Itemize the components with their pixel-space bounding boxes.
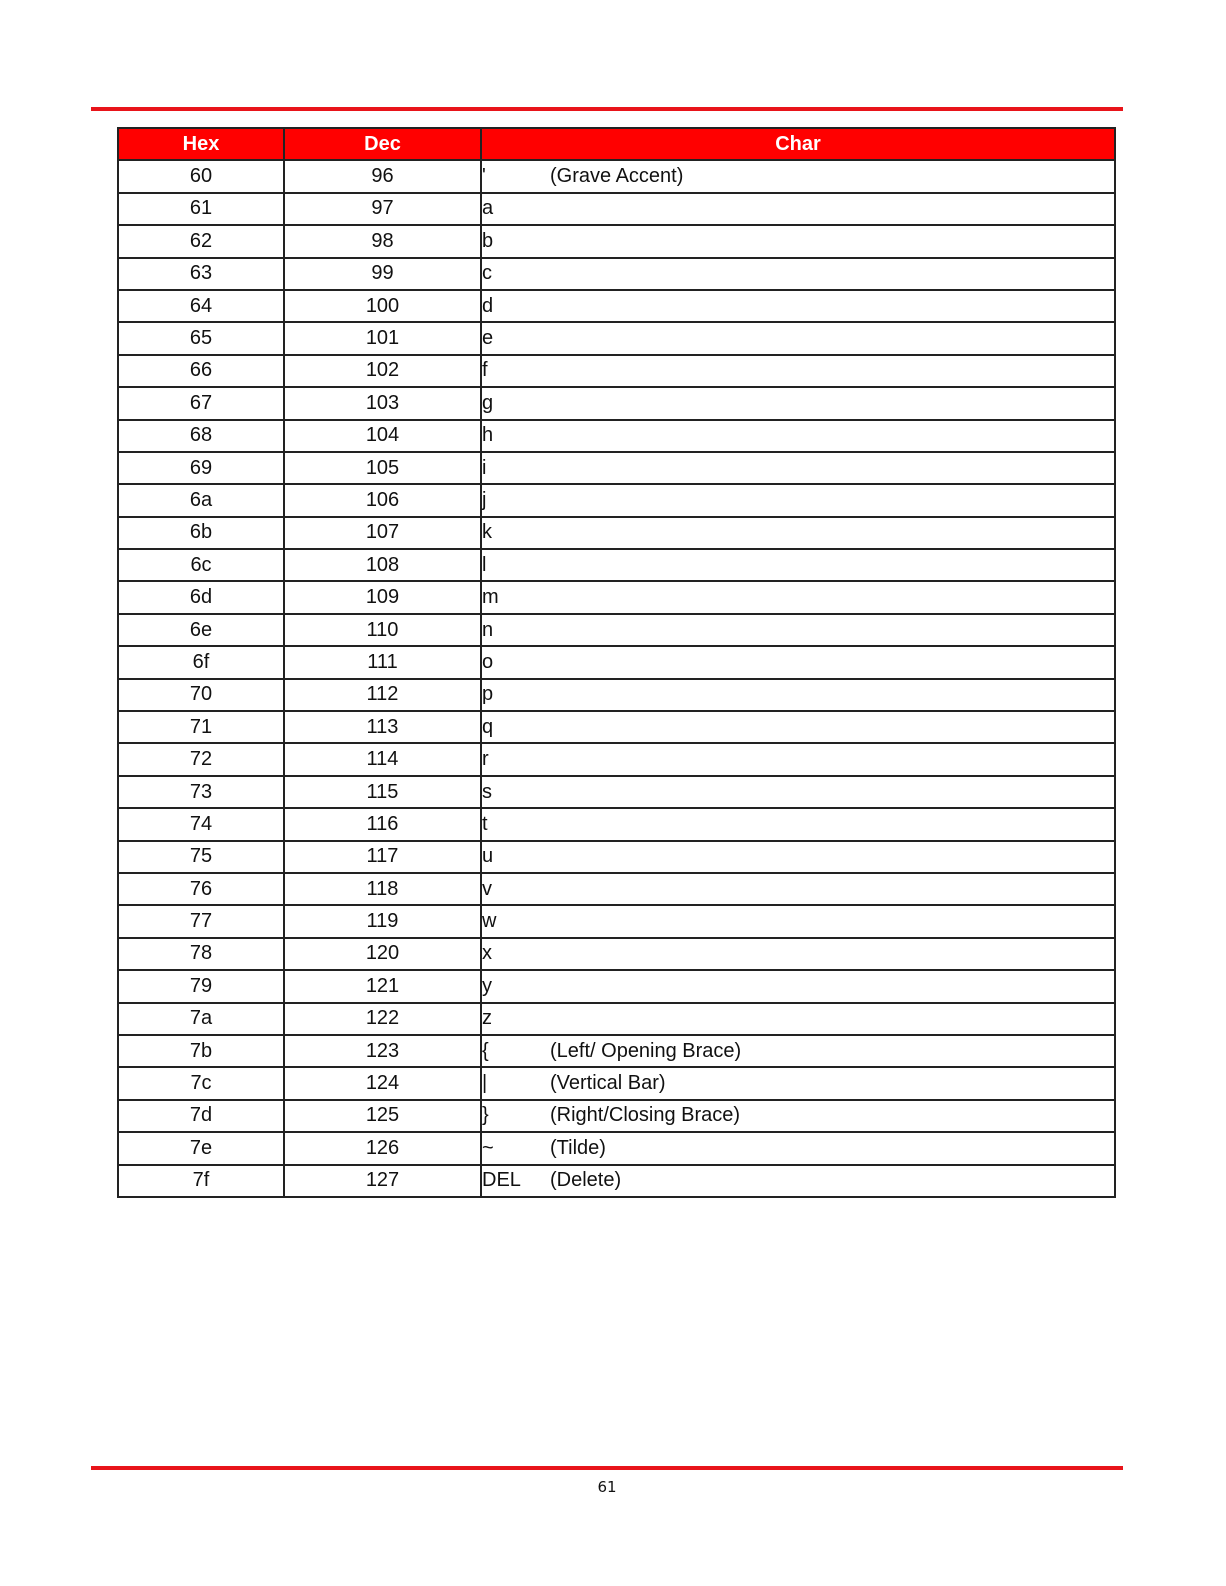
char-glyph: y	[482, 974, 492, 997]
table-row	[118, 193, 1115, 225]
char-glyph: r	[482, 748, 489, 771]
table-row	[118, 581, 1115, 613]
hex-cell: 73	[118, 776, 284, 808]
char-glyph: t	[482, 812, 488, 835]
table-row	[118, 1003, 1115, 1035]
table-row	[118, 1132, 1115, 1164]
dec-cell: 126	[284, 1132, 481, 1164]
char-glyph: h	[482, 424, 494, 447]
char-glyph: a	[482, 197, 494, 220]
dec-cell: 124	[284, 1067, 481, 1099]
table-row	[118, 452, 1115, 484]
char-cell	[481, 290, 1115, 322]
char-glyph: }	[482, 1104, 489, 1127]
dec-cell: 108	[284, 549, 481, 581]
hex-cell: 6e	[118, 614, 284, 646]
char-cell	[481, 970, 1115, 1002]
hex-cell: 76	[118, 873, 284, 905]
table-row	[118, 938, 1115, 970]
dec-cell: 116	[284, 808, 481, 840]
hex-cell: 65	[118, 322, 284, 354]
table-row	[118, 776, 1115, 808]
table-row	[118, 549, 1115, 581]
hex-cell: 78	[118, 938, 284, 970]
table-row	[118, 743, 1115, 775]
table-row	[118, 1165, 1115, 1197]
dec-cell: 123	[284, 1035, 481, 1067]
hex-cell: 63	[118, 258, 284, 290]
char-description: (Vertical Bar)	[550, 1072, 666, 1095]
dec-cell: 111	[284, 646, 481, 678]
table-row	[118, 679, 1115, 711]
char-description: (Tilde)	[550, 1136, 606, 1159]
char-cell	[481, 1132, 1115, 1164]
table-row	[118, 841, 1115, 873]
char-cell	[481, 938, 1115, 970]
char-cell	[481, 322, 1115, 354]
char-cell	[481, 1100, 1115, 1132]
char-description: (Grave Accent)	[550, 165, 684, 188]
hex-cell: 71	[118, 711, 284, 743]
char-cell	[481, 387, 1115, 419]
hex-cell: 77	[118, 905, 284, 937]
char-cell	[481, 355, 1115, 387]
char-description: (Delete)	[550, 1169, 622, 1192]
hex-cell: 6a	[118, 484, 284, 516]
table-row	[118, 711, 1115, 743]
char-glyph: ~	[482, 1136, 494, 1159]
char-cell	[481, 160, 1115, 192]
hex-cell: 7d	[118, 1100, 284, 1132]
char-cell	[481, 743, 1115, 775]
hex-cell: 64	[118, 290, 284, 322]
char-glyph: m	[482, 586, 499, 609]
table-row	[118, 484, 1115, 516]
hex-cell: 75	[118, 841, 284, 873]
dec-cell: 101	[284, 322, 481, 354]
hex-cell: 6c	[118, 549, 284, 581]
table-row	[118, 517, 1115, 549]
hex-cell: 7e	[118, 1132, 284, 1164]
ascii-table	[117, 127, 1116, 1198]
char-glyph: p	[482, 683, 494, 706]
dec-cell: 113	[284, 711, 481, 743]
dec-cell: 120	[284, 938, 481, 970]
char-glyph: DEL	[482, 1169, 521, 1192]
header-char: Char	[481, 128, 1115, 160]
char-glyph: i	[482, 456, 487, 479]
char-cell	[481, 679, 1115, 711]
dec-cell: 98	[284, 225, 481, 257]
char-cell	[481, 517, 1115, 549]
char-cell	[481, 193, 1115, 225]
char-glyph: e	[482, 327, 494, 350]
dec-cell: 102	[284, 355, 481, 387]
dec-cell: 109	[284, 581, 481, 613]
char-cell	[481, 1003, 1115, 1035]
char-cell	[481, 646, 1115, 678]
page-number: 61	[597, 1478, 617, 1496]
dec-cell: 105	[284, 452, 481, 484]
char-cell	[481, 484, 1115, 516]
hex-cell: 6b	[118, 517, 284, 549]
char-glyph: d	[482, 294, 494, 317]
table-row	[118, 355, 1115, 387]
char-glyph: n	[482, 618, 494, 641]
char-glyph: |	[482, 1072, 488, 1095]
char-glyph: l	[482, 553, 487, 576]
char-cell	[481, 420, 1115, 452]
header-dec: Dec	[284, 128, 481, 160]
char-cell	[481, 808, 1115, 840]
table-row	[118, 614, 1115, 646]
table-body	[118, 160, 1115, 1197]
hex-cell: 6d	[118, 581, 284, 613]
dec-cell: 114	[284, 743, 481, 775]
table-row	[118, 808, 1115, 840]
hex-cell: 7f	[118, 1165, 284, 1197]
dec-cell: 115	[284, 776, 481, 808]
char-glyph: q	[482, 715, 494, 738]
char-cell	[481, 549, 1115, 581]
char-glyph: u	[482, 845, 494, 868]
char-cell	[481, 873, 1115, 905]
char-glyph: {	[482, 1039, 489, 1062]
char-glyph: c	[482, 262, 492, 285]
char-cell	[481, 905, 1115, 937]
table-row	[118, 420, 1115, 452]
char-glyph: b	[482, 229, 494, 252]
char-cell	[481, 1035, 1115, 1067]
char-cell	[481, 776, 1115, 808]
hex-cell: 7c	[118, 1067, 284, 1099]
char-glyph: o	[482, 650, 494, 673]
hex-cell: 61	[118, 193, 284, 225]
char-cell	[481, 841, 1115, 873]
char-cell	[481, 225, 1115, 257]
dec-cell: 99	[284, 258, 481, 290]
table-row	[118, 387, 1115, 419]
char-glyph: w	[482, 910, 497, 933]
char-cell	[481, 258, 1115, 290]
table-row	[118, 290, 1115, 322]
char-cell	[481, 614, 1115, 646]
table-header	[118, 128, 1115, 160]
dec-cell: 118	[284, 873, 481, 905]
hex-cell: 7a	[118, 1003, 284, 1035]
hex-cell: 68	[118, 420, 284, 452]
char-cell	[481, 1165, 1115, 1197]
table-row	[118, 873, 1115, 905]
dec-cell: 96	[284, 160, 481, 192]
char-cell	[481, 711, 1115, 743]
char-cell	[481, 452, 1115, 484]
dec-cell: 122	[284, 1003, 481, 1035]
table-row	[118, 322, 1115, 354]
bottom-rule	[91, 1466, 1123, 1470]
dec-cell: 119	[284, 905, 481, 937]
char-cell	[481, 581, 1115, 613]
table-row	[118, 225, 1115, 257]
hex-cell: 74	[118, 808, 284, 840]
hex-cell: 66	[118, 355, 284, 387]
char-glyph: v	[482, 877, 492, 900]
top-rule	[91, 107, 1123, 111]
dec-cell: 106	[284, 484, 481, 516]
hex-cell: 70	[118, 679, 284, 711]
hex-cell: 62	[118, 225, 284, 257]
char-description: (Left/ Opening Brace)	[550, 1039, 742, 1062]
table-row	[118, 905, 1115, 937]
char-glyph: g	[482, 391, 494, 414]
dec-cell: 121	[284, 970, 481, 1002]
hex-cell: 72	[118, 743, 284, 775]
table-row	[118, 1067, 1115, 1099]
dec-cell: 127	[284, 1165, 481, 1197]
char-glyph: f	[482, 359, 488, 382]
hex-cell: 6f	[118, 646, 284, 678]
hex-cell: 60	[118, 160, 284, 192]
dec-cell: 125	[284, 1100, 481, 1132]
table-row	[118, 970, 1115, 1002]
char-glyph: k	[482, 521, 492, 544]
dec-cell: 107	[284, 517, 481, 549]
dec-cell: 117	[284, 841, 481, 873]
table-row	[118, 160, 1115, 192]
char-glyph: '	[482, 165, 486, 188]
char-glyph: s	[482, 780, 492, 803]
hex-cell: 79	[118, 970, 284, 1002]
table-row	[118, 1100, 1115, 1132]
dec-cell: 103	[284, 387, 481, 419]
table-row	[118, 646, 1115, 678]
header-row	[118, 128, 1115, 160]
char-glyph: z	[482, 1007, 492, 1030]
table-row	[118, 1035, 1115, 1067]
dec-cell: 100	[284, 290, 481, 322]
hex-cell: 69	[118, 452, 284, 484]
table-row	[118, 258, 1115, 290]
hex-cell: 7b	[118, 1035, 284, 1067]
char-description: (Right/Closing Brace)	[550, 1104, 741, 1127]
dec-cell: 110	[284, 614, 481, 646]
dec-cell: 97	[284, 193, 481, 225]
dec-cell: 112	[284, 679, 481, 711]
hex-cell: 67	[118, 387, 284, 419]
dec-cell: 104	[284, 420, 481, 452]
char-glyph: x	[482, 942, 492, 965]
header-hex: Hex	[118, 128, 284, 160]
char-cell	[481, 1067, 1115, 1099]
char-glyph: j	[482, 488, 487, 511]
